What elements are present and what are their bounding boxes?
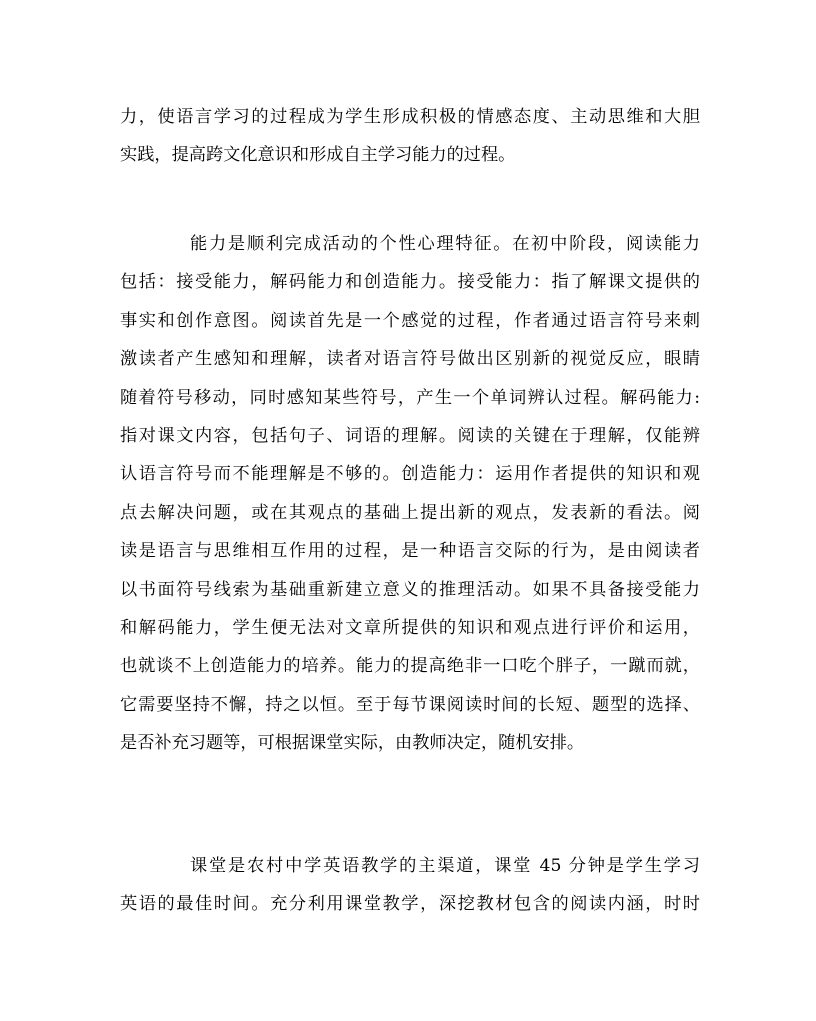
text-line: 它需要坚持不懈，持之以恒。至于每节课阅读时间的长短、题型的选择、: [120, 694, 700, 715]
text-line: 指对课文内容，包括句子、词语的理解。阅读的关键在于理解，仅能辨: [120, 425, 700, 446]
text-line: 点去解决问题，或在其观点的基础上提出新的观点，发表新的看法。阅: [120, 502, 700, 523]
text-line: 随着符号移动，同时感知某些符号，产生一个单词辨认过程。解码能力:: [120, 387, 700, 408]
text-line: 以书面符号线索为基础重新建立意义的推理活动。如果不具备接受能力: [120, 579, 700, 600]
text-line: 力，使语言学习的过程成为学生形成积极的情感态度、主动思维和大胆: [120, 107, 700, 127]
text-line: 英语的最佳时间。充分利用课堂教学，深挖教材包含的阅读内涵，时时: [120, 894, 700, 915]
text-line: 事实和创作意图。阅读首先是一个感觉的过程，作者通过语言符号来刺: [120, 310, 700, 331]
text-line: 是否补充习题等，可根据课堂实际，由教师决定，随机安排。: [120, 733, 585, 754]
text-line: 和解码能力，学生便无法对文章所提供的知识和观点进行评价和运用，: [120, 617, 700, 638]
text-line: 课堂是农村中学英语教学的主渠道，课堂 45 分钟是学生学习: [190, 856, 700, 876]
text-line: 读是语言与思维相互作用的过程，是一种语言交际的行为，是由阅读者: [120, 541, 700, 562]
text-line: 包括：接受能力，解码能力和创造能力。接受能力：指了解课文提供的: [120, 272, 700, 293]
text-line: 能力是顺利完成活动的个性心理特征。在初中阶段，阅读能力: [190, 234, 700, 254]
paragraph-reading-ability: [120, 225, 700, 762]
text-line: 认语言符号而不能理解是不够的。创造能力：运用作者提供的知识和观: [120, 464, 700, 485]
text-line: 也就谈不上创造能力的培养。能力的提高绝非一口吃个胖子，一蹴而就，: [120, 656, 700, 677]
text-line: 实践，提高跨文化意识和形成自主学习能力的过程。: [120, 145, 516, 166]
text-line: 激读者产生感知和理解，读者对语言符号做出区别新的视觉反应，眼睛: [120, 349, 700, 370]
paragraph-continuation: [120, 98, 700, 175]
paragraph-classroom: [120, 847, 700, 924]
